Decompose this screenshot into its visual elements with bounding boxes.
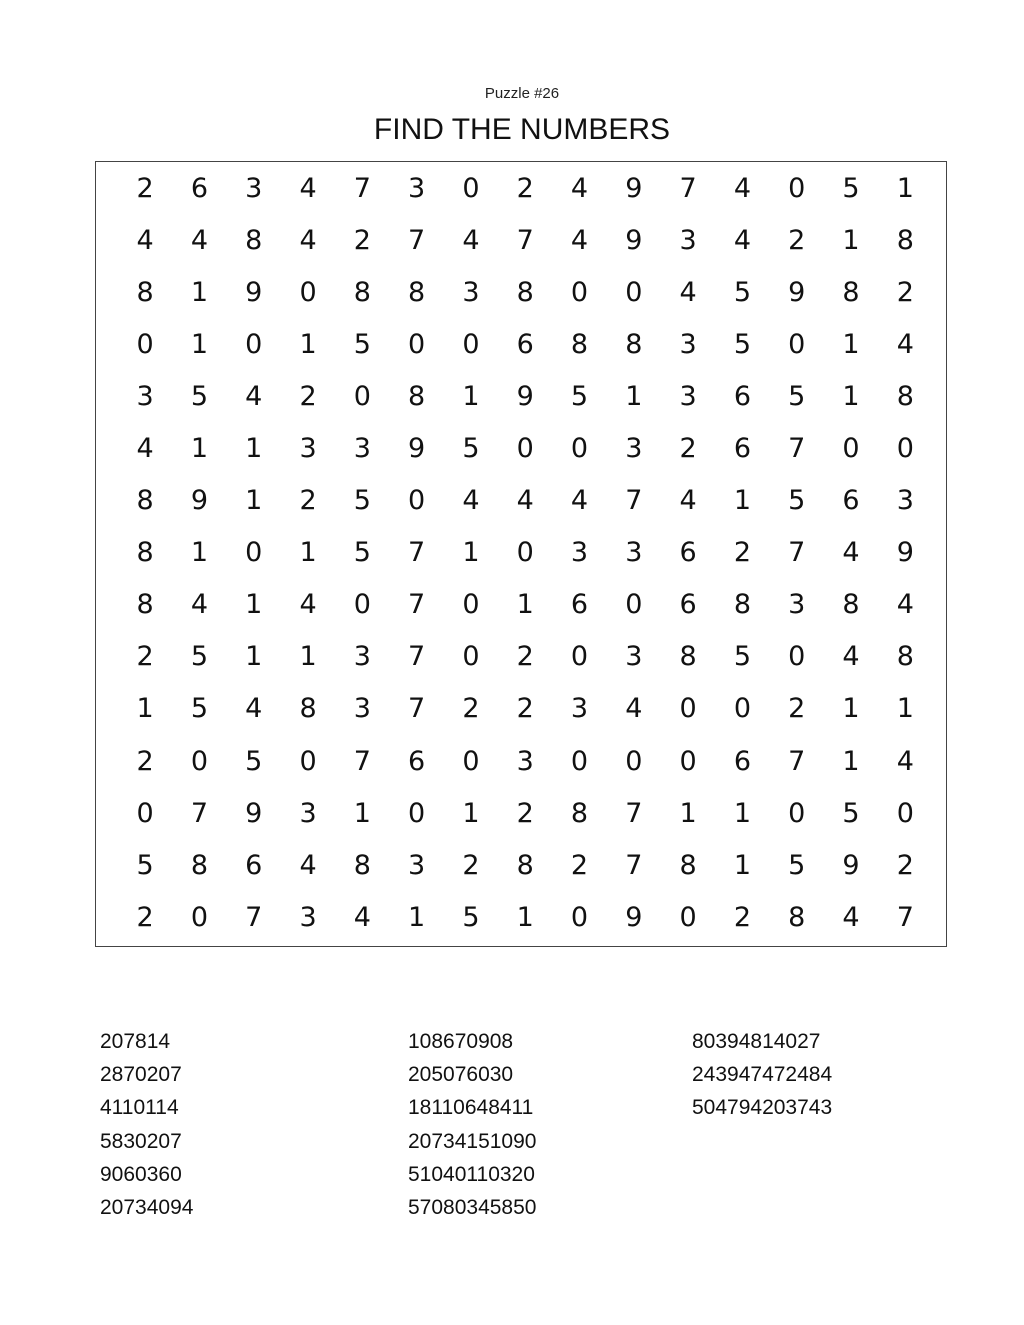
grid-cell[interactable]: 1	[516, 589, 534, 621]
grid-cell[interactable]: 1	[896, 693, 914, 725]
grid-cell[interactable]: 0	[625, 745, 643, 777]
grid-cell[interactable]: 1	[190, 276, 209, 308]
grid-cell[interactable]: 3	[788, 589, 806, 621]
grid-cell[interactable]: 5	[733, 641, 751, 673]
grid-cell[interactable]: 7	[245, 901, 263, 933]
grid-cell[interactable]: 1	[353, 797, 371, 829]
grid-cell[interactable]: 4	[570, 224, 589, 256]
grid-cell[interactable]: 0	[625, 276, 643, 308]
grid-cell[interactable]: 7	[625, 849, 643, 881]
grid-cell[interactable]: 7	[679, 172, 697, 204]
grid-cell[interactable]: 0	[245, 537, 263, 569]
grid-cell[interactable]: 0	[896, 797, 914, 829]
grid-cell[interactable]: 5	[353, 485, 371, 517]
grid-cell[interactable]: 2	[136, 901, 154, 933]
grid-cell[interactable]: 3	[299, 433, 317, 465]
grid-cell[interactable]: 0	[353, 589, 371, 621]
grid-cell[interactable]: 2	[516, 797, 534, 829]
grid-cell[interactable]: 1	[462, 380, 480, 412]
grid-cell[interactable]: 1	[299, 537, 317, 569]
grid-cell[interactable]: 9	[625, 224, 643, 256]
grid-cell[interactable]: 2	[516, 693, 534, 725]
puzzle-grid	[118, 162, 932, 943]
grid-cell[interactable]: 0	[570, 276, 589, 308]
grid-cell[interactable]: 0	[733, 693, 751, 725]
grid-cell[interactable]: 1	[190, 433, 209, 465]
grid-cell[interactable]: 5	[842, 797, 860, 829]
grid-cell[interactable]: 1	[462, 797, 480, 829]
grid-cell[interactable]: 4	[353, 901, 371, 933]
grid-cell[interactable]: 8	[625, 328, 643, 360]
word-list-item: 18110648411	[408, 1096, 534, 1120]
grid-cell[interactable]: 4	[679, 276, 697, 308]
grid-cell[interactable]: 8	[353, 849, 371, 881]
grid-cell[interactable]: 8	[245, 224, 263, 256]
grid-cell[interactable]: 4	[625, 693, 643, 725]
grid-cell[interactable]: 4	[516, 485, 534, 517]
grid-cell[interactable]: 7	[408, 537, 426, 569]
grid-cell[interactable]: 4	[896, 745, 914, 777]
puzzle-number: Puzzle #26	[484, 85, 560, 102]
grid-cell[interactable]: 4	[136, 224, 154, 256]
grid-cell[interactable]: 4	[896, 589, 914, 621]
grid-cell[interactable]: 8	[896, 641, 914, 673]
grid-cell[interactable]: 0	[788, 641, 806, 673]
grid-cell[interactable]: 2	[462, 693, 480, 725]
grid-cell[interactable]: 3	[625, 641, 643, 673]
word-list-item: 4110114	[100, 1096, 179, 1120]
grid-cell[interactable]: 6	[733, 380, 751, 412]
grid-cell[interactable]: 8	[408, 276, 426, 308]
grid-cell[interactable]: 6	[733, 745, 751, 777]
grid-cell[interactable]: 2	[679, 433, 697, 465]
word-list-item: 205076030	[408, 1063, 514, 1087]
grid-cell[interactable]: 5	[788, 849, 806, 881]
grid-cell[interactable]: 4	[245, 693, 263, 725]
grid-cell[interactable]: 8	[570, 797, 589, 829]
grid-cell[interactable]: 0	[516, 537, 534, 569]
grid-cell[interactable]: 1	[679, 797, 697, 829]
grid-cell[interactable]: 9	[190, 485, 209, 517]
grid-cell[interactable]: 4	[570, 172, 589, 204]
grid-cell[interactable]: 5	[462, 433, 480, 465]
grid-cell[interactable]: 1	[245, 641, 263, 673]
grid-cell[interactable]: 1	[733, 849, 751, 881]
grid-cell[interactable]: 0	[679, 693, 697, 725]
grid-cell[interactable]: 4	[245, 380, 263, 412]
word-list-item: 20734151090	[408, 1129, 537, 1153]
grid-cell[interactable]: 2	[733, 537, 751, 569]
grid-cell[interactable]: 3	[462, 276, 480, 308]
grid-cell[interactable]: 3	[625, 537, 643, 569]
grid-cell[interactable]: 2	[896, 276, 914, 308]
grid-cell[interactable]: 4	[299, 589, 317, 621]
grid-cell[interactable]: 1	[462, 537, 480, 569]
grid-cell[interactable]: 3	[570, 693, 589, 725]
grid-cell[interactable]: 1	[190, 328, 209, 360]
grid-cell[interactable]: 1	[842, 224, 860, 256]
grid-cell[interactable]: 6	[679, 537, 697, 569]
grid-cell[interactable]: 9	[245, 797, 263, 829]
grid-cell[interactable]: 6	[570, 589, 589, 621]
grid-cell[interactable]: 1	[733, 485, 751, 517]
grid-cell[interactable]: 5	[462, 901, 480, 933]
word-list-item: 80394814027	[692, 1030, 821, 1053]
grid-cell[interactable]: 2	[462, 849, 480, 881]
grid-cell[interactable]: 4	[733, 172, 751, 204]
grid-cell[interactable]: 5	[733, 276, 751, 308]
grid-cell[interactable]: 0	[570, 745, 589, 777]
grid-cell[interactable]: 4	[462, 485, 480, 517]
grid-cell[interactable]: 1	[842, 745, 860, 777]
grid-cell[interactable]: 3	[408, 172, 426, 204]
word-list-item: 57080345850	[408, 1195, 537, 1219]
grid-cell[interactable]: 3	[896, 485, 914, 517]
grid-cell[interactable]: 6	[679, 589, 697, 621]
word-list-column-3	[692, 1029, 832, 1129]
grid-cell[interactable]: 1	[842, 328, 860, 360]
puzzle-grid-frame	[95, 161, 947, 947]
grid-cell[interactable]: 8	[136, 276, 154, 308]
grid-cell[interactable]: 8	[679, 849, 697, 881]
grid-cell[interactable]: 7	[625, 485, 643, 517]
grid-cell[interactable]: 3	[353, 641, 371, 673]
grid-cell[interactable]: 0	[625, 589, 643, 621]
grid-cell[interactable]: 5	[190, 693, 209, 725]
grid-cell[interactable]: 8	[190, 849, 209, 881]
grid-cell[interactable]: 2	[136, 745, 154, 777]
grid-cell[interactable]: 1	[299, 641, 317, 673]
grid-cell[interactable]: 1	[516, 901, 534, 933]
grid-cell[interactable]: 2	[516, 641, 534, 673]
grid-cell[interactable]: 3	[299, 901, 317, 933]
grid-cell[interactable]: 8	[516, 276, 534, 308]
grid-cell[interactable]: 6	[408, 745, 426, 777]
grid-cell[interactable]: 1	[245, 589, 263, 621]
grid-cell[interactable]: 1	[190, 537, 209, 569]
grid-cell[interactable]: 6	[245, 849, 263, 881]
grid-cell[interactable]: 8	[516, 849, 534, 881]
grid-cell[interactable]: 9	[896, 537, 914, 569]
grid-cell[interactable]: 0	[679, 745, 697, 777]
grid-cell[interactable]: 9	[625, 901, 643, 933]
grid-cell[interactable]: 3	[299, 797, 317, 829]
grid-cell[interactable]: 9	[842, 849, 860, 881]
grid-cell[interactable]: 5	[245, 745, 263, 777]
grid-cell[interactable]: 8	[788, 901, 806, 933]
grid-cell[interactable]: 7	[788, 537, 806, 569]
word-list-item: 51040110320	[408, 1162, 535, 1186]
word-list-column-2	[408, 1029, 536, 1228]
grid-cell[interactable]: 3	[679, 328, 697, 360]
grid-cell[interactable]: 7	[408, 589, 426, 621]
grid-cell[interactable]: 8	[299, 693, 317, 725]
grid-cell[interactable]: 1	[625, 380, 643, 412]
grid-cell[interactable]: 8	[679, 641, 697, 673]
grid-cell[interactable]: 2	[570, 849, 589, 881]
grid-cell[interactable]: 9	[625, 172, 643, 204]
grid-cell[interactable]: 1	[408, 901, 426, 933]
grid-cell[interactable]: 5	[788, 485, 806, 517]
grid-cell[interactable]: 4	[190, 224, 209, 256]
grid-cell[interactable]: 0	[190, 745, 209, 777]
grid-cell[interactable]: 1	[842, 380, 860, 412]
grid-cell[interactable]: 4	[842, 641, 860, 673]
grid-cell[interactable]: 0	[408, 797, 426, 829]
page-title: FIND THE NUMBERS	[373, 113, 671, 146]
grid-cell[interactable]: 8	[842, 589, 860, 621]
grid-cell[interactable]: 8	[136, 589, 154, 621]
grid-cell[interactable]: 0	[190, 901, 209, 933]
word-list-column-1	[100, 1029, 193, 1228]
grid-cell[interactable]: 3	[353, 693, 371, 725]
grid-cell[interactable]: 8	[136, 537, 154, 569]
grid-cell[interactable]: 0	[516, 433, 534, 465]
grid-cell[interactable]: 2	[136, 172, 154, 204]
grid-cell[interactable]: 7	[788, 745, 806, 777]
grid-cell[interactable]: 2	[516, 172, 534, 204]
grid-cell[interactable]: 5	[570, 380, 589, 412]
grid-cell[interactable]: 4	[570, 485, 589, 517]
grid-cell[interactable]: 8	[733, 589, 751, 621]
grid-cell[interactable]: 0	[462, 745, 480, 777]
grid-cell[interactable]: 4	[896, 328, 914, 360]
grid-cell[interactable]: 6	[516, 328, 534, 360]
grid-cell[interactable]: 0	[408, 328, 426, 360]
grid-cell[interactable]: 0	[353, 380, 371, 412]
grid-cell[interactable]: 3	[516, 745, 534, 777]
grid-cell[interactable]: 9	[516, 380, 534, 412]
grid-cell[interactable]: 7	[190, 797, 209, 829]
grid-cell[interactable]: 0	[462, 328, 480, 360]
grid-cell[interactable]: 0	[462, 172, 480, 204]
grid-cell[interactable]: 2	[299, 380, 317, 412]
grid-cell[interactable]: 1	[842, 693, 860, 725]
grid-cell[interactable]: 7	[353, 172, 371, 204]
grid-cell[interactable]: 5	[733, 328, 751, 360]
grid-cell[interactable]: 3	[679, 224, 697, 256]
grid-cell[interactable]: 3	[353, 433, 371, 465]
grid-cell[interactable]: 9	[245, 276, 263, 308]
grid-cell[interactable]: 2	[136, 641, 154, 673]
word-list-item: 5830207	[100, 1129, 182, 1153]
grid-cell[interactable]: 1	[299, 328, 317, 360]
grid-cell[interactable]: 8	[842, 276, 860, 308]
grid-cell[interactable]: 4	[679, 485, 697, 517]
grid-cell[interactable]: 3	[570, 537, 589, 569]
grid-cell[interactable]: 0	[788, 328, 806, 360]
grid-cell[interactable]: 1	[896, 172, 914, 204]
grid-cell[interactable]: 2	[733, 901, 751, 933]
grid-cell[interactable]: 1	[733, 797, 751, 829]
grid-cell[interactable]: 9	[788, 276, 806, 308]
grid-cell[interactable]: 0	[408, 485, 426, 517]
grid-cell[interactable]: 6	[733, 433, 751, 465]
word-list-item: 207814	[100, 1030, 171, 1053]
grid-cell[interactable]: 5	[353, 328, 371, 360]
grid-cell[interactable]: 4	[299, 224, 317, 256]
grid-cell[interactable]: 2	[353, 224, 371, 256]
word-list-item: 243947472484	[692, 1063, 833, 1087]
grid-cell[interactable]: 8	[896, 380, 914, 412]
grid-cell[interactable]: 0	[896, 433, 914, 465]
grid-cell[interactable]: 7	[353, 745, 371, 777]
word-list-item: 108670908	[408, 1030, 514, 1053]
grid-cell[interactable]: 7	[408, 641, 426, 673]
grid-cell[interactable]: 3	[625, 433, 643, 465]
grid-cell[interactable]: 0	[679, 901, 697, 933]
grid-cell[interactable]: 7	[896, 901, 914, 933]
grid-cell[interactable]: 0	[570, 641, 589, 673]
grid-cell[interactable]: 1	[245, 433, 263, 465]
word-list-item: 20734094	[100, 1195, 194, 1219]
grid-cell[interactable]: 0	[136, 797, 154, 829]
grid-cell[interactable]: 3	[245, 172, 263, 204]
grid-cell[interactable]: 0	[136, 328, 154, 360]
grid-cell[interactable]: 5	[842, 172, 860, 204]
grid-cell[interactable]: 0	[462, 641, 480, 673]
grid-cell[interactable]: 8	[896, 224, 914, 256]
grid-cell[interactable]: 5	[190, 641, 209, 673]
grid-cell[interactable]: 7	[516, 224, 534, 256]
word-list-item: 2870207	[100, 1063, 182, 1087]
grid-cell[interactable]: 0	[299, 745, 317, 777]
grid-cell[interactable]: 0	[842, 433, 860, 465]
grid-cell[interactable]: 0	[788, 797, 806, 829]
grid-cell[interactable]: 4	[299, 172, 317, 204]
grid-cell[interactable]: 2	[896, 849, 914, 881]
grid-cell[interactable]: 2	[788, 693, 806, 725]
grid-cell[interactable]: 2	[788, 224, 806, 256]
grid-cell[interactable]: 6	[190, 172, 209, 204]
grid-cell[interactable]: 4	[733, 224, 751, 256]
grid-cell[interactable]: 8	[353, 276, 371, 308]
grid-cell[interactable]: 0	[570, 433, 589, 465]
grid-cell[interactable]: 3	[136, 380, 154, 412]
grid-cell[interactable]: 5	[788, 380, 806, 412]
grid-cell[interactable]: 6	[842, 485, 860, 517]
grid-cell[interactable]: 4	[462, 224, 480, 256]
grid-cell[interactable]: 9	[408, 433, 426, 465]
grid-cell[interactable]: 8	[136, 485, 154, 517]
grid-cell[interactable]: 4	[842, 537, 860, 569]
grid-cell[interactable]: 0	[245, 328, 263, 360]
grid-cell[interactable]: 1	[136, 693, 154, 725]
grid-cell[interactable]: 7	[408, 224, 426, 256]
grid-cell[interactable]: 0	[299, 276, 317, 308]
grid-cell[interactable]: 5	[190, 380, 209, 412]
grid-cell[interactable]: 5	[136, 849, 154, 881]
word-list-item: 9060360	[100, 1162, 182, 1186]
grid-cell[interactable]: 7	[788, 433, 806, 465]
word-list-item: 504794203743	[692, 1096, 833, 1120]
grid-cell[interactable]: 4	[190, 589, 209, 621]
grid-cell[interactable]: 8	[408, 380, 426, 412]
grid-cell[interactable]: 5	[353, 537, 371, 569]
grid-cell[interactable]: 0	[570, 901, 589, 933]
grid-cell[interactable]: 3	[408, 849, 426, 881]
grid-cell[interactable]: 0	[788, 172, 806, 204]
grid-cell[interactable]: 1	[245, 485, 263, 517]
grid-cell[interactable]: 3	[679, 380, 697, 412]
grid-cell[interactable]: 4	[842, 901, 860, 933]
grid-cell[interactable]: 7	[408, 693, 426, 725]
grid-cell[interactable]: 4	[136, 433, 154, 465]
grid-cell[interactable]: 4	[299, 849, 317, 881]
grid-cell[interactable]: 0	[462, 589, 480, 621]
grid-cell[interactable]: 8	[570, 328, 589, 360]
grid-cell[interactable]: 2	[299, 485, 317, 517]
grid-cell[interactable]: 7	[625, 797, 643, 829]
